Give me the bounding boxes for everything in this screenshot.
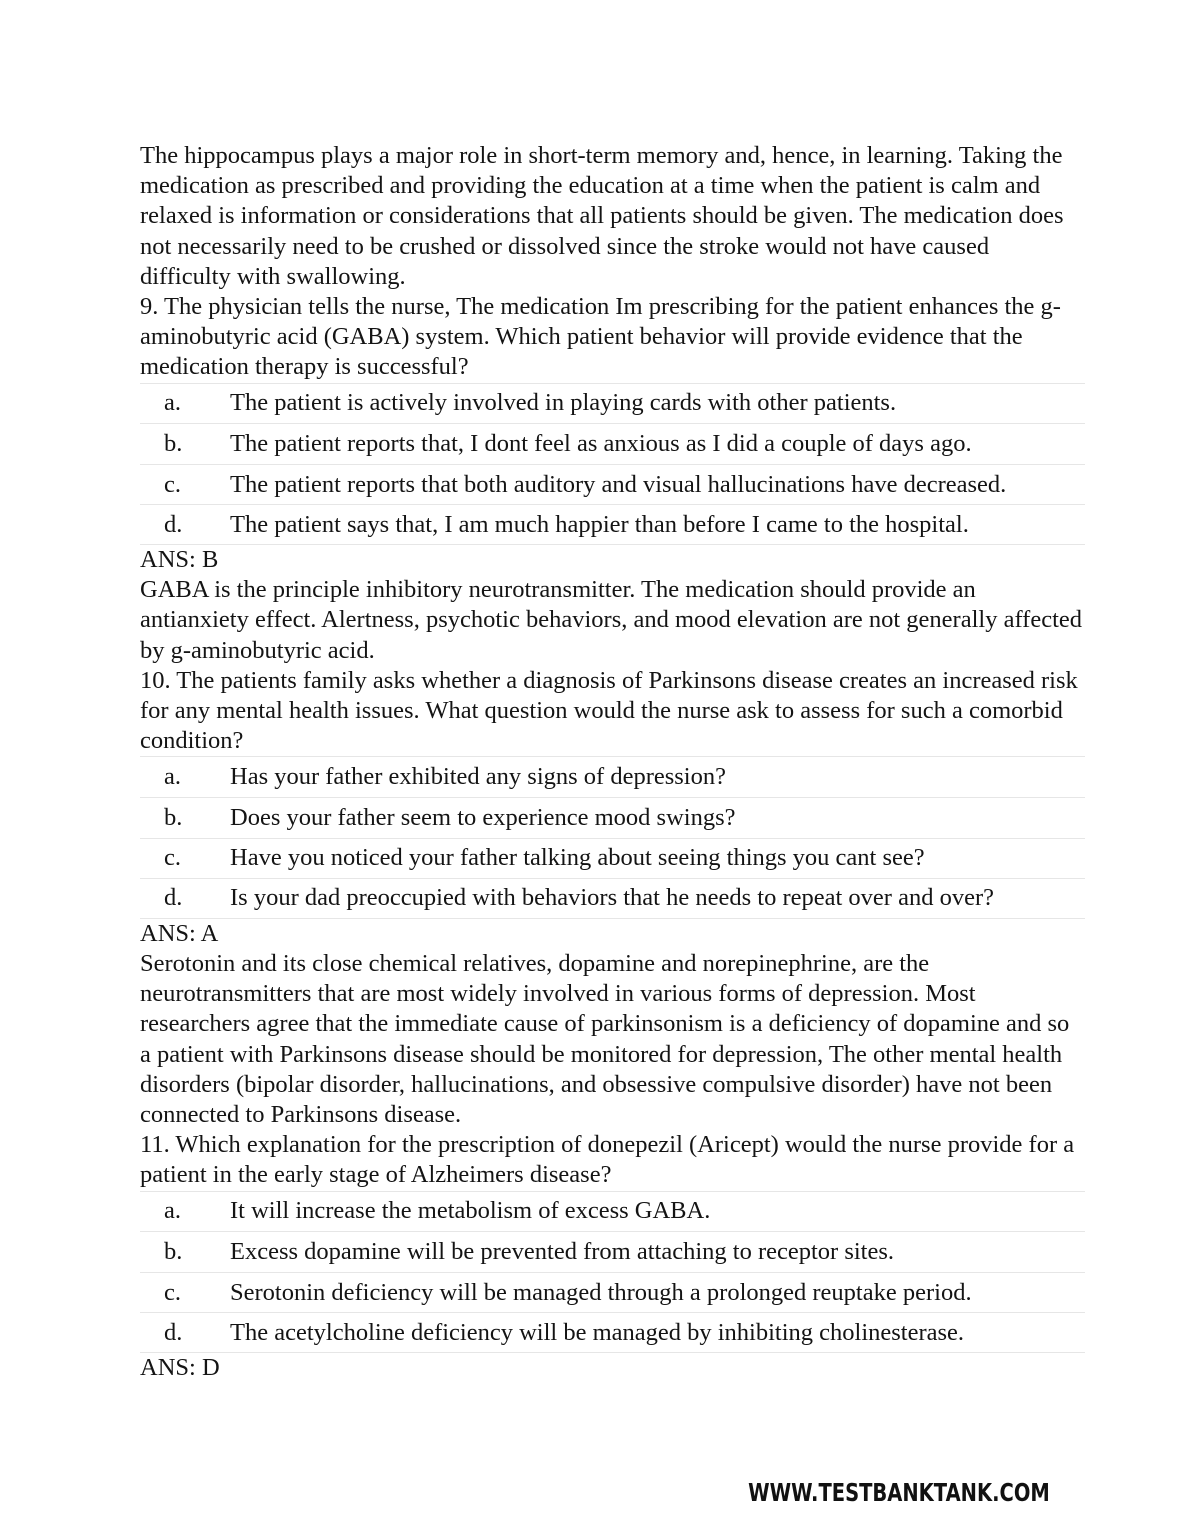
option-row <box>140 1312 1085 1353</box>
option-row <box>140 1191 1085 1232</box>
option-row <box>140 464 1085 505</box>
option-letter: a. <box>164 1197 181 1225</box>
answer-key: ANS: D <box>140 1354 220 1381</box>
option-row <box>140 797 1085 838</box>
answer-rationale: Serotonin and its close chemical relatives, dopamine and norepinephrine, are the neurotransmitters that are most widely involved in various forms of depression. Most researchers agree that the immediate cause of parkinsonism is a deficiency of dopamine and so a patient with Parkinsons disease should be monitored for depression, The other mental health disorders (bipolar disorder, hallucinations, and obsessive compulsive disorder) have not been connected to Parkinsons disease. <box>140 950 1070 1129</box>
option-letter: c. <box>164 1278 181 1306</box>
option-row <box>140 423 1085 464</box>
site-watermark: WWW.TESTBANKTANK.COM <box>748 1478 1050 1507</box>
option-letter: c. <box>164 844 181 872</box>
question-stem: 11. Which explanation for the prescription of donepezil (Aricept) would the nurse provide for a patient in the early stage of Alzheimers disease? <box>140 1131 1075 1189</box>
question-9 <box>140 292 1085 666</box>
option-text: Excess dopamine will be prevented from attaching to receptor sites. <box>230 1237 895 1265</box>
option-text: The patient reports that, I dont feel as anxious as I did a couple of days ago. <box>230 429 972 457</box>
option-text: The patient says that, I am much happier than before I came to the hospital. <box>230 510 969 538</box>
option-letter: b. <box>164 803 183 831</box>
option-text: It will increase the metabolism of excess GABA. <box>230 1197 711 1225</box>
intro-rationale: The hippocampus plays a major role in short-term memory and, hence, in learning. Taking the medication as prescribed and providing the education at a time when the patient is calm and relaxed is information or considerations that all patients should be given. The medication does not necessarily need to be crushed or dissolved since the stroke would not have caused difficulty with swallowing. <box>140 142 1064 290</box>
document-body <box>140 141 1085 1383</box>
option-list <box>140 383 1085 545</box>
answer-rationale: GABA is the principle inhibitory neurotransmitter. The medication should provide an antianxiety effect. Alertness, psychotic behaviors, and mood elevation are not generally affected by g-aminobutyric acid. <box>140 576 1082 664</box>
question-stem: 10. The patients family asks whether a diagnosis of Parkinsons disease creates an increased risk for any mental health issues. What question would the nurse ask to assess for such a comorbid condition? <box>140 666 1078 755</box>
option-text: Serotonin deficiency will be managed through a prolonged reuptake period. <box>230 1278 972 1306</box>
option-text: The patient reports that both auditory and visual hallucinations have decreased. <box>230 470 1007 498</box>
option-letter: d. <box>164 1318 183 1346</box>
answer-key: ANS: A <box>140 919 219 947</box>
option-letter: d. <box>164 510 183 538</box>
option-row <box>140 1231 1085 1272</box>
option-text: The patient is actively involved in playing cards with other patients. <box>230 389 897 417</box>
question-11 <box>140 1130 1085 1383</box>
option-row <box>140 878 1085 919</box>
option-text: Is your dad preoccupied with behaviors that he needs to repeat over and over? <box>230 884 994 912</box>
option-list <box>140 1191 1085 1353</box>
option-letter: b. <box>164 1237 183 1265</box>
option-row <box>140 838 1085 879</box>
option-row <box>140 756 1085 797</box>
option-letter: d. <box>164 884 183 912</box>
question-10 <box>140 666 1085 1130</box>
option-row <box>140 383 1085 424</box>
option-letter: b. <box>164 429 183 457</box>
option-text: Has your father exhibited any signs of depression? <box>230 763 726 791</box>
option-text: The acetylcholine deficiency will be managed by inhibiting cholinesterase. <box>230 1318 965 1346</box>
option-letter: c. <box>164 470 181 498</box>
answer-key: ANS: B <box>140 546 219 573</box>
question-stem: 9. The physician tells the nurse, The medication Im prescribing for the patient enhances the g-aminobutyric acid (GABA) system. Which patient behavior will provide evidence that the medication therapy is successful? <box>140 293 1061 381</box>
option-row <box>140 1272 1085 1313</box>
option-letter: a. <box>164 389 181 417</box>
option-text: Have you noticed your father talking about seeing things you cant see? <box>230 844 925 872</box>
option-letter: a. <box>164 763 181 791</box>
option-list <box>140 756 1085 918</box>
option-row <box>140 504 1085 545</box>
option-text: Does your father seem to experience mood swings? <box>230 803 736 831</box>
